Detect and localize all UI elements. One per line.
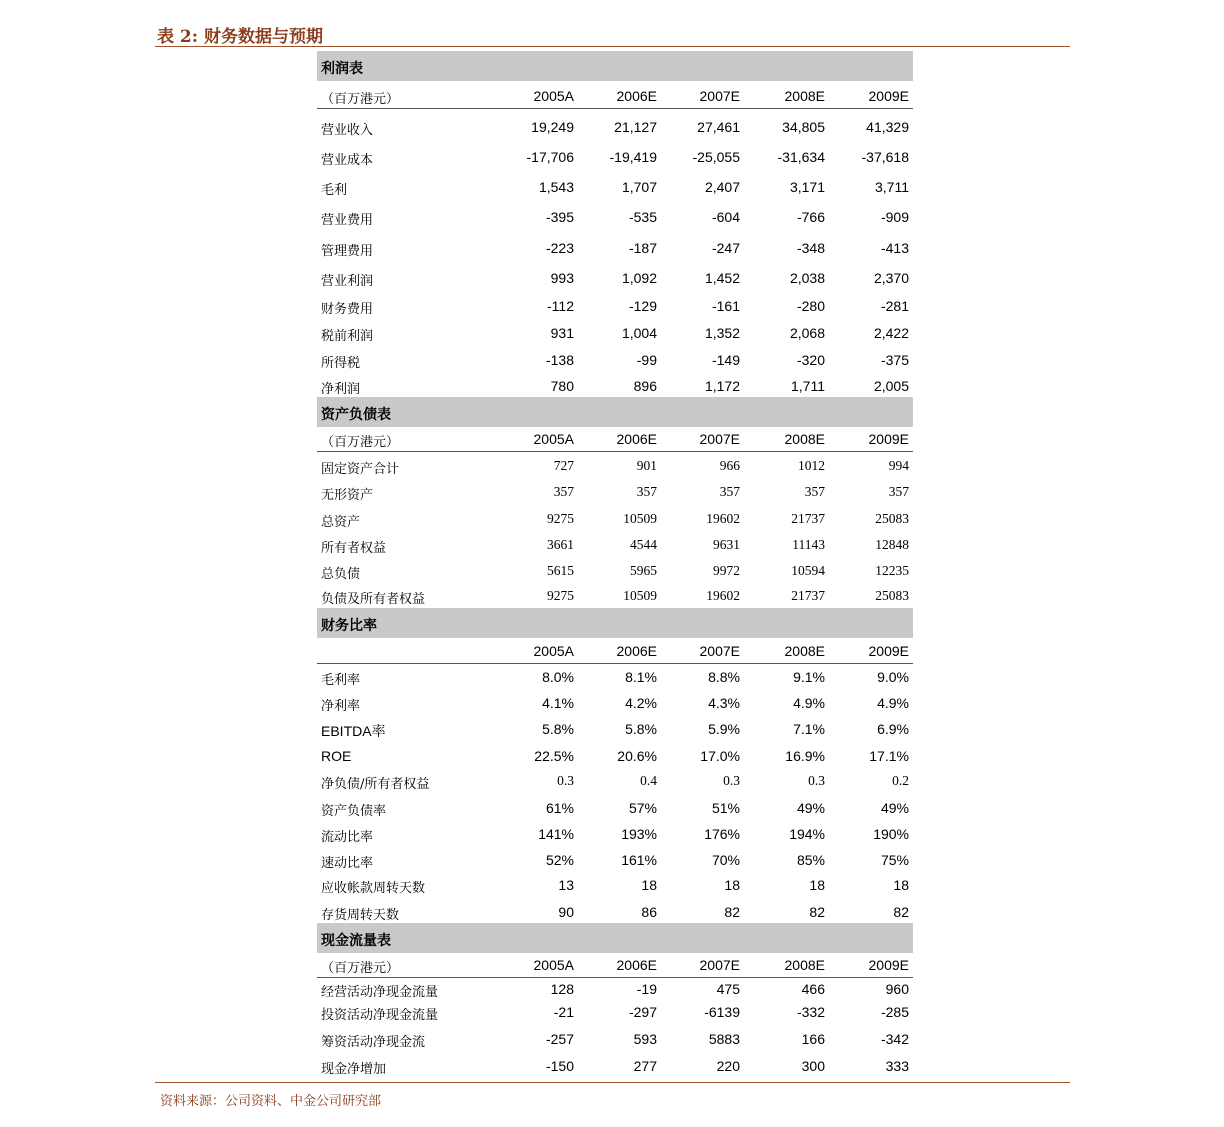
cell: 333 bbox=[885, 1058, 909, 1074]
row-label: 毛利 bbox=[321, 183, 348, 198]
cell: -375 bbox=[880, 352, 909, 368]
cell: 22.5% bbox=[534, 748, 574, 764]
cell: 1012 bbox=[798, 458, 825, 473]
cell: -223 bbox=[545, 240, 574, 256]
cell: 966 bbox=[719, 458, 740, 473]
cell: -342 bbox=[880, 1031, 909, 1047]
cell: 21,127 bbox=[614, 119, 657, 135]
unit-label: （百万港元） bbox=[321, 92, 400, 107]
year-header: 2008E bbox=[784, 431, 825, 447]
table-row bbox=[317, 296, 913, 318]
cell: 17.1% bbox=[869, 748, 909, 764]
row-label: 资产负债率 bbox=[321, 804, 387, 819]
cell: -6139 bbox=[704, 1004, 740, 1020]
row-label: 净负债/所有者权益 bbox=[321, 777, 430, 792]
cell: -604 bbox=[711, 209, 740, 225]
year-header: 2005A bbox=[533, 957, 574, 973]
cell: 75% bbox=[880, 852, 909, 868]
row-label: 总负债 bbox=[321, 567, 361, 582]
cell: -297 bbox=[628, 1004, 657, 1020]
cell: 0.3 bbox=[808, 773, 825, 788]
table-row bbox=[317, 535, 913, 557]
cell: 8.1% bbox=[625, 669, 657, 685]
cell: -21 bbox=[553, 1004, 574, 1020]
cell: 1,452 bbox=[704, 270, 740, 286]
cell: 10509 bbox=[623, 588, 657, 603]
cell: 5.8% bbox=[542, 721, 574, 737]
cell: 13 bbox=[558, 877, 574, 893]
cell: 25083 bbox=[875, 511, 909, 526]
table-row bbox=[317, 771, 913, 793]
cell: 61% bbox=[545, 800, 574, 816]
cell: 166 bbox=[801, 1031, 825, 1047]
cell: 19,249 bbox=[531, 119, 574, 135]
cell: 277 bbox=[633, 1058, 657, 1074]
cell: -413 bbox=[880, 240, 909, 256]
cell: 3,711 bbox=[875, 179, 909, 195]
cell: -766 bbox=[796, 209, 825, 225]
cell: 4.9% bbox=[793, 695, 825, 711]
cell: -348 bbox=[796, 240, 825, 256]
table-row bbox=[317, 1029, 913, 1051]
year-header: 2008E bbox=[784, 88, 825, 104]
cell: 194% bbox=[789, 826, 825, 842]
table-row bbox=[317, 1056, 913, 1078]
cell: 21737 bbox=[791, 511, 825, 526]
cell: 10509 bbox=[623, 511, 657, 526]
row-label: 营业收入 bbox=[321, 123, 374, 138]
table-row bbox=[317, 824, 913, 846]
section-header-balance-sheet bbox=[317, 397, 913, 427]
cell: 176% bbox=[704, 826, 740, 842]
cell: 52% bbox=[545, 852, 574, 868]
row-label: EBITDA率 bbox=[321, 723, 386, 739]
cell: -129 bbox=[628, 298, 657, 314]
cell: 1,543 bbox=[538, 179, 574, 195]
cell: 18 bbox=[809, 877, 825, 893]
cell: 3661 bbox=[547, 537, 574, 552]
table-row bbox=[317, 850, 913, 872]
cell: 19602 bbox=[706, 511, 740, 526]
cell: 18 bbox=[724, 877, 740, 893]
cell: 593 bbox=[633, 1031, 657, 1047]
cell: 12235 bbox=[875, 563, 909, 578]
table-header-row bbox=[317, 429, 913, 452]
cell: -280 bbox=[796, 298, 825, 314]
cell: -285 bbox=[880, 1004, 909, 1020]
cell: 25083 bbox=[875, 588, 909, 603]
cell: 2,422 bbox=[873, 325, 909, 341]
title-rule bbox=[155, 46, 1070, 47]
table-row bbox=[317, 667, 913, 689]
year-header: 2009E bbox=[868, 643, 909, 659]
row-label: 所有者权益 bbox=[321, 541, 387, 556]
cell: 70% bbox=[711, 852, 740, 868]
row-label: 营业成本 bbox=[321, 153, 374, 168]
cell: 2,038 bbox=[789, 270, 825, 286]
cell: 82 bbox=[809, 904, 825, 920]
cell: 49% bbox=[880, 800, 909, 816]
cell: 141% bbox=[538, 826, 574, 842]
table-row bbox=[317, 238, 913, 260]
row-label: 净利润 bbox=[321, 382, 361, 397]
cell: 357 bbox=[719, 484, 740, 499]
table-title: 表 2: 财务数据与预期 bbox=[157, 27, 323, 47]
row-label: 固定资产合计 bbox=[321, 462, 400, 477]
table-row bbox=[317, 1002, 913, 1024]
row-label: 负债及所有者权益 bbox=[321, 592, 426, 607]
cell: 5883 bbox=[708, 1031, 740, 1047]
row-label: 流动比率 bbox=[321, 830, 374, 845]
row-label: 营业费用 bbox=[321, 213, 374, 228]
year-header: 2009E bbox=[868, 431, 909, 447]
row-label: 总资产 bbox=[321, 515, 361, 530]
year-header: 2009E bbox=[868, 957, 909, 973]
cell: -257 bbox=[545, 1031, 574, 1047]
row-label: 财务费用 bbox=[321, 302, 374, 317]
cell: 896 bbox=[633, 378, 657, 394]
cell: -247 bbox=[711, 240, 740, 256]
table-row bbox=[317, 719, 913, 741]
cell: 4.1% bbox=[542, 695, 574, 711]
year-header: 2007E bbox=[699, 957, 740, 973]
table-row bbox=[317, 798, 913, 820]
cell: 1,092 bbox=[621, 270, 657, 286]
cell: 5965 bbox=[630, 563, 657, 578]
cell: 9275 bbox=[547, 588, 574, 603]
table-row bbox=[317, 350, 913, 372]
cell: 727 bbox=[553, 458, 574, 473]
cell: 1,707 bbox=[621, 179, 657, 195]
row-label: 应收帐款周转天数 bbox=[321, 881, 426, 896]
cell: 90 bbox=[558, 904, 574, 920]
unit-label: （百万港元） bbox=[321, 435, 400, 450]
cell: 2,005 bbox=[873, 378, 909, 394]
table-header-row bbox=[317, 641, 913, 664]
section-header-cash-flow bbox=[317, 923, 913, 953]
table-header-row bbox=[317, 955, 913, 978]
year-header: 2005A bbox=[533, 643, 574, 659]
cell: 9.1% bbox=[793, 669, 825, 685]
table-row bbox=[317, 147, 913, 169]
cell: 9.0% bbox=[877, 669, 909, 685]
cell: 51% bbox=[711, 800, 740, 816]
cell: 5.9% bbox=[708, 721, 740, 737]
cell: 960 bbox=[885, 981, 909, 997]
row-label: 现金净增加 bbox=[321, 1062, 387, 1077]
cell: 41,329 bbox=[866, 119, 909, 135]
cell: 5615 bbox=[547, 563, 574, 578]
cell: 780 bbox=[550, 378, 574, 394]
footer-rule bbox=[155, 1082, 1070, 1083]
row-label: ROE bbox=[321, 748, 352, 764]
cell: 49% bbox=[796, 800, 825, 816]
year-header: 2007E bbox=[699, 431, 740, 447]
cell: 0.3 bbox=[723, 773, 740, 788]
row-label: 无形资产 bbox=[321, 488, 374, 503]
table-row bbox=[317, 482, 913, 504]
cell: 86 bbox=[641, 904, 657, 920]
cell: 9631 bbox=[713, 537, 740, 552]
cell: 82 bbox=[893, 904, 909, 920]
source-note: 资料来源：公司资料、中金公司研究部 bbox=[160, 1094, 382, 1109]
cell: 0.2 bbox=[892, 773, 909, 788]
table-header-row bbox=[317, 86, 913, 109]
year-header: 2006E bbox=[616, 431, 657, 447]
table-row bbox=[317, 207, 913, 229]
cell: 82 bbox=[724, 904, 740, 920]
cell: -161 bbox=[711, 298, 740, 314]
year-header: 2006E bbox=[616, 643, 657, 659]
table-row bbox=[317, 746, 913, 768]
cell: -19 bbox=[636, 981, 657, 997]
cell: -19,419 bbox=[609, 149, 657, 165]
year-header: 2005A bbox=[533, 88, 574, 104]
cell: 6.9% bbox=[877, 721, 909, 737]
cell: -320 bbox=[796, 352, 825, 368]
cell: 2,407 bbox=[704, 179, 740, 195]
cell: 11143 bbox=[792, 537, 825, 552]
cell: 8.0% bbox=[542, 669, 574, 685]
cell: 8.8% bbox=[708, 669, 740, 685]
cell: 190% bbox=[873, 826, 909, 842]
cell: 4.3% bbox=[708, 695, 740, 711]
cell: 85% bbox=[796, 852, 825, 868]
section-title: 现金流量表 bbox=[321, 933, 391, 949]
cell: 993 bbox=[550, 270, 574, 286]
table-row bbox=[317, 902, 913, 924]
section-title: 利润表 bbox=[321, 61, 363, 77]
cell: 0.3 bbox=[557, 773, 574, 788]
cell: 21737 bbox=[791, 588, 825, 603]
cell: 9972 bbox=[713, 563, 740, 578]
cell: 18 bbox=[893, 877, 909, 893]
year-header: 2005A bbox=[533, 431, 574, 447]
cell: 12848 bbox=[875, 537, 909, 552]
cell: 2,370 bbox=[873, 270, 909, 286]
table-row bbox=[317, 117, 913, 139]
cell: 9275 bbox=[547, 511, 574, 526]
cell: 901 bbox=[636, 458, 657, 473]
cell: 57% bbox=[628, 800, 657, 816]
cell: 1,172 bbox=[704, 378, 740, 394]
cell: -909 bbox=[880, 209, 909, 225]
year-header: 2007E bbox=[699, 88, 740, 104]
cell: -535 bbox=[628, 209, 657, 225]
year-header: 2008E bbox=[784, 957, 825, 973]
row-label: 毛利率 bbox=[321, 673, 361, 688]
cell: 357 bbox=[636, 484, 657, 499]
cell: -187 bbox=[628, 240, 657, 256]
cell: 5.8% bbox=[625, 721, 657, 737]
cell: 1,352 bbox=[704, 325, 740, 341]
cell: 357 bbox=[804, 484, 825, 499]
cell: 7.1% bbox=[793, 721, 825, 737]
cell: 3,171 bbox=[789, 179, 825, 195]
cell: 18 bbox=[641, 877, 657, 893]
cell: 4.2% bbox=[625, 695, 657, 711]
year-header: 2007E bbox=[699, 643, 740, 659]
cell: 4544 bbox=[630, 537, 657, 552]
row-label: 存货周转天数 bbox=[321, 908, 400, 923]
table-row bbox=[317, 509, 913, 531]
cell: 220 bbox=[716, 1058, 740, 1074]
table-row bbox=[317, 456, 913, 478]
cell: -281 bbox=[880, 298, 909, 314]
cell: -149 bbox=[711, 352, 740, 368]
row-label: 净利率 bbox=[321, 699, 361, 714]
cell: -332 bbox=[796, 1004, 825, 1020]
cell: -25,055 bbox=[692, 149, 740, 165]
row-label: 筹资活动净现金流 bbox=[321, 1035, 426, 1050]
cell: 27,461 bbox=[697, 119, 740, 135]
cell: -112 bbox=[547, 298, 574, 314]
cell: -99 bbox=[636, 352, 657, 368]
cell: 1,004 bbox=[621, 325, 657, 341]
cell: 994 bbox=[888, 458, 909, 473]
year-header: 2008E bbox=[784, 643, 825, 659]
cell: 34,805 bbox=[782, 119, 825, 135]
year-header: 2006E bbox=[616, 88, 657, 104]
cell: 357 bbox=[888, 484, 909, 499]
table-row bbox=[317, 561, 913, 583]
cell: 17.0% bbox=[700, 748, 740, 764]
cell: 20.6% bbox=[617, 748, 657, 764]
year-header: 2006E bbox=[616, 957, 657, 973]
cell: 16.9% bbox=[785, 748, 825, 764]
row-label: 所得税 bbox=[321, 356, 361, 371]
cell: -31,634 bbox=[777, 149, 825, 165]
row-label: 投资活动净现金流量 bbox=[321, 1008, 439, 1023]
table-row bbox=[317, 979, 913, 1001]
cell: 4.9% bbox=[877, 695, 909, 711]
cell: 466 bbox=[801, 981, 825, 997]
cell: 931 bbox=[550, 325, 574, 341]
table-row bbox=[317, 268, 913, 290]
row-label: 税前利润 bbox=[321, 329, 374, 344]
cell: 1,711 bbox=[791, 378, 825, 394]
cell: 193% bbox=[621, 826, 657, 842]
cell: 475 bbox=[716, 981, 740, 997]
table-row bbox=[317, 177, 913, 199]
cell: -37,618 bbox=[861, 149, 909, 165]
table-row bbox=[317, 693, 913, 715]
cell: 19602 bbox=[706, 588, 740, 603]
row-label: 营业利润 bbox=[321, 274, 374, 289]
cell: -395 bbox=[545, 209, 574, 225]
unit-label: （百万港元） bbox=[321, 961, 400, 976]
section-title: 资产负债表 bbox=[321, 407, 391, 423]
table-row bbox=[317, 323, 913, 345]
cell: 357 bbox=[553, 484, 574, 499]
cell: 300 bbox=[801, 1058, 825, 1074]
cell: 128 bbox=[550, 981, 574, 997]
cell: 161% bbox=[621, 852, 657, 868]
table-row bbox=[317, 586, 913, 608]
cell: 0.4 bbox=[640, 773, 657, 788]
cell: 10594 bbox=[791, 563, 825, 578]
table-row bbox=[317, 875, 913, 897]
section-header-income-statement bbox=[317, 51, 913, 81]
row-label: 管理费用 bbox=[321, 244, 374, 259]
cell: -138 bbox=[545, 352, 574, 368]
cell: 2,068 bbox=[789, 325, 825, 341]
cell: -17,706 bbox=[526, 149, 574, 165]
row-label: 经营活动净现金流量 bbox=[321, 985, 439, 1000]
row-label: 速动比率 bbox=[321, 856, 374, 871]
section-title: 财务比率 bbox=[321, 618, 377, 634]
cell: -150 bbox=[545, 1058, 574, 1074]
table-row bbox=[317, 376, 913, 398]
section-header-financial-ratios bbox=[317, 608, 913, 638]
year-header: 2009E bbox=[868, 88, 909, 104]
